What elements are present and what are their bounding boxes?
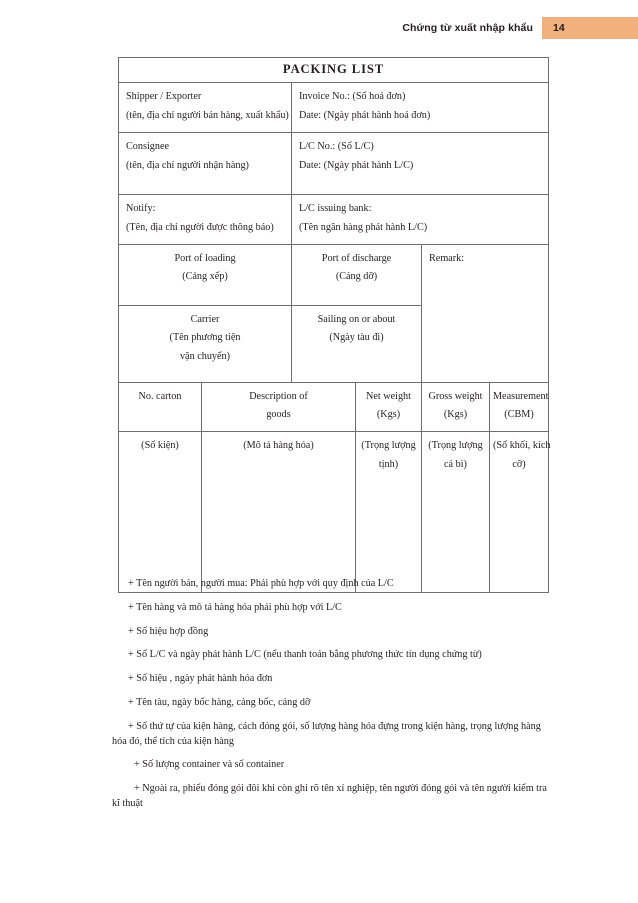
goods-header-measurement <box>490 382 549 432</box>
note-item: + Số L/C và ngày phát hành L/C (nếu thanh toán bằng phương thức tín dụng chứng từ) <box>128 649 482 661</box>
table-row-consignee <box>119 132 549 194</box>
note-item: + Số hiệu , ngày phát hành hóa đơn <box>128 673 273 685</box>
goods-sub-measurement-line2: cỡ) <box>512 459 526 471</box>
notify-label: Notify: <box>126 202 156 214</box>
page-running-header <box>0 17 638 39</box>
header-page-number-badge: 14 <box>542 17 638 39</box>
carrier-note-line2: vận chuyển) <box>179 351 231 363</box>
goods-header-net-weight-line2: (Kgs) <box>376 409 401 421</box>
lc-number-line: L/C No.: (Số L/C) <box>299 140 374 152</box>
goods-sub-gross-weight-line2: cả bì) <box>444 459 467 471</box>
note-item: + Tên người bán, người mua: Phải phù hợp với quy định của L/C <box>128 578 394 589</box>
goods-header-measurement-line2: (CBM) <box>504 409 534 421</box>
shipper-label: Shipper / Exporter <box>126 91 202 102</box>
goods-sub-no-carton <box>119 432 202 593</box>
table-row-title <box>119 58 549 83</box>
shipper-cell <box>119 83 292 133</box>
note-item: + Số lượng container và số container <box>134 759 285 771</box>
port-of-discharge-label: Port of discharge <box>321 252 392 264</box>
table-row-goods-subheader <box>119 432 549 593</box>
goods-header-gross-weight-line1: Gross weight <box>428 390 483 402</box>
goods-header-net-weight-line1: Net weight <box>366 390 411 402</box>
sailing-note: (Ngày tàu đi) <box>329 332 384 344</box>
carrier-cell <box>119 305 292 382</box>
port-of-discharge-cell <box>292 244 422 305</box>
goods-header-measurement-line1: Measurement <box>493 390 549 402</box>
goods-header-description <box>202 382 356 432</box>
table-row-ports <box>119 244 549 305</box>
lc-date-line: Date: (Ngày phát hành L/C) <box>299 159 414 171</box>
goods-sub-description-line1: (Mô tả hàng hóa) <box>243 440 314 452</box>
goods-header-description-line1: Description of <box>249 390 308 402</box>
port-of-discharge-note: (Cảng dỡ) <box>335 271 378 283</box>
goods-sub-net-weight-line2: tịnh) <box>378 459 399 471</box>
packing-list-table <box>118 57 549 593</box>
goods-sub-net-weight-line1: (Trọng lượng <box>361 440 416 452</box>
table-row-shipper <box>119 83 549 133</box>
port-of-loading-note: (Cảng xếp) <box>182 271 228 283</box>
shipper-note: (tên, địa chỉ người bán hàng, xuất khẩu) <box>126 109 289 121</box>
remark-label: Remark: <box>429 252 465 264</box>
note-item: + Tên tàu, ngày bốc hàng, cảng bốc, cảng dỡ <box>128 696 311 708</box>
sailing-label: Sailing on or about <box>317 313 396 325</box>
note-item: + Tên hàng và mô tả hàng hóa phải phù hợp với L/C <box>128 601 342 613</box>
invoice-cell <box>292 83 549 133</box>
lc-issuing-bank-cell <box>292 194 549 244</box>
consignee-cell <box>119 132 292 194</box>
notes-list <box>112 576 556 820</box>
goods-sub-net-weight <box>356 432 422 593</box>
consignee-label: Consignee <box>126 140 170 152</box>
port-of-loading-label: Port of loading <box>174 252 236 264</box>
goods-sub-gross-weight <box>422 432 490 593</box>
packing-list-title: PACKING LIST <box>282 62 385 76</box>
remark-cell <box>422 244 549 382</box>
goods-header-gross-weight <box>422 382 490 432</box>
consignee-note: (tên, địa chỉ người nhận hàng) <box>126 159 249 171</box>
lc-issuing-bank-label: L/C issuing bank: <box>299 202 372 214</box>
table-row-notify <box>119 194 549 244</box>
port-of-loading-cell <box>119 244 292 305</box>
goods-sub-gross-weight-line1: (Trọng lượng <box>428 440 483 452</box>
goods-sub-measurement <box>490 432 549 593</box>
goods-sub-measurement-line1: (Số khối, kích <box>493 440 551 452</box>
carrier-note-line1: (Tên phương tiện <box>169 332 241 344</box>
notify-note: (Tên, địa chỉ người được thông báo) <box>126 221 274 233</box>
goods-header-description-line2: goods <box>266 409 291 421</box>
invoice-date-line: Date: (Ngày phát hành hoá đơn) <box>299 109 431 121</box>
carrier-label: Carrier <box>190 313 220 325</box>
notify-cell <box>119 194 292 244</box>
note-item: + Ngoài ra, phiếu đóng gói đôi khi còn ghi rõ tên xí nghiệp, tên người đóng gói và tên người kiểm tra kĩ thuật <box>112 783 547 810</box>
note-item: + Số thứ tự của kiện hàng, cách đóng gói, số lượng hàng hóa đựng trong kiện hàng, trọng lượng hàng hóa đó, thể tích của kiện hàng <box>112 720 541 748</box>
goods-header-no-carton-line1: No. carton <box>138 390 182 402</box>
note-item: + Số hiệu hợp đồng <box>128 625 209 637</box>
table-row-goods-header <box>119 382 549 432</box>
header-document-title: Chứng từ xuất nhập khẩu <box>402 22 533 34</box>
lc-issuing-bank-note: (Tên ngân hàng phát hành L/C) <box>299 221 428 233</box>
goods-sub-no-carton-line1: (Số kiện) <box>141 440 179 452</box>
sailing-cell <box>292 305 422 382</box>
goods-header-net-weight <box>356 382 422 432</box>
goods-header-no-carton <box>119 382 202 432</box>
invoice-number-line: Invoice No.: (Số hoá đơn) <box>299 91 406 102</box>
packing-list-title-cell <box>119 58 549 83</box>
goods-sub-description <box>202 432 356 593</box>
lc-cell <box>292 132 549 194</box>
goods-header-gross-weight-line2: (Kgs) <box>443 409 468 421</box>
